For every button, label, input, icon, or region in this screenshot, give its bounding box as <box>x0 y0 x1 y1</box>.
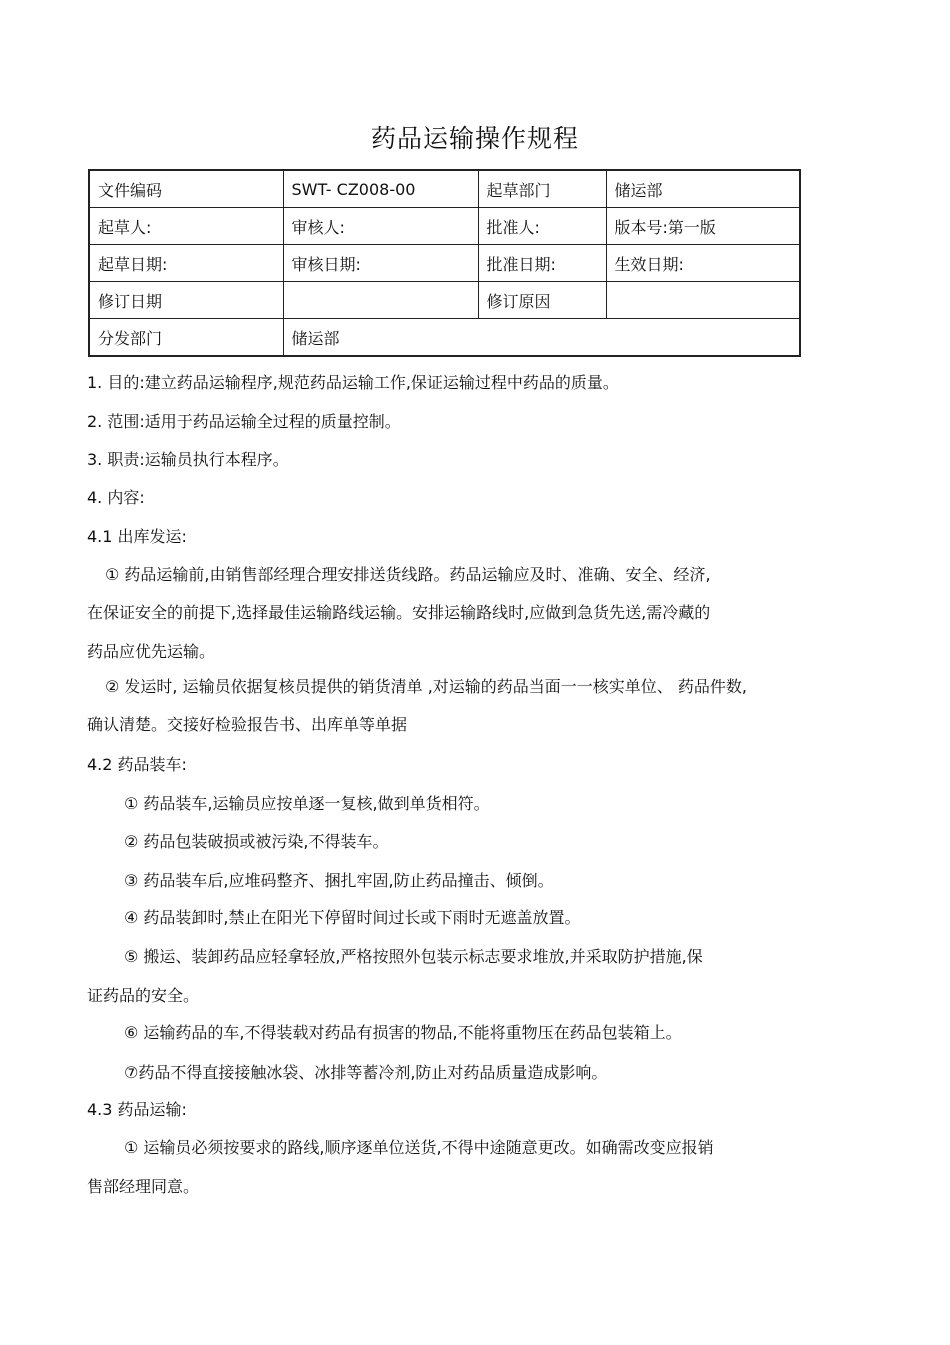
approve-date-label: 批准日期: <box>478 245 606 282</box>
effective-date-label: 生效日期: <box>606 245 800 282</box>
table-row <box>89 170 800 208</box>
paragraph-line: 证药品的安全。 <box>87 986 200 1005</box>
draft-date-label: 起草日期: <box>89 245 283 282</box>
file-code-label: 文件编码 <box>89 170 283 208</box>
file-code-value: SWT- CZ008-00 <box>283 170 478 208</box>
list-item: ① 运输员必须按要求的路线,顺序逐单位送货,不得中途随意更改。如确需改变应报销 <box>124 1138 714 1157</box>
paragraph-line: 药品应优先运输。 <box>87 642 216 661</box>
list-item: ⑤ 搬运、装卸药品应轻拿轻放,严格按照外包装示标志要求堆放,并采取防护措施,保 <box>124 947 703 966</box>
revision-reason-value <box>606 282 800 319</box>
paragraph-line: 在保证安全的前提下,选择最佳运输路线运输。安排运输路线时,应做到急货先送,需冷藏的 <box>87 603 711 622</box>
document-title: 药品运输操作规程 <box>370 124 579 153</box>
revision-date-value <box>283 282 478 319</box>
paragraph-line: 售部经理同意。 <box>87 1177 200 1196</box>
list-item: ⑦药品不得直接接触冰袋、冰排等蓄冷剂,防止对药品质量造成影响。 <box>124 1063 608 1082</box>
document-info-table <box>88 169 801 357</box>
reviewer-label: 审核人: <box>283 208 478 245</box>
paragraph-line: ① 药品运输前,由销售部经理合理安排送货线路。药品运输应及时、准确、安全、经济, <box>105 565 711 584</box>
paragraph-line: ② 发运时, 运输员依据复核员提供的销货清单 ,对运输的药品当面一一核实单位、 药品件数, <box>105 677 747 696</box>
list-item: ② 药品包装破损或被污染,不得装车。 <box>124 832 389 851</box>
subsection-4-3-heading: 4.3 药品运输: <box>87 1100 187 1119</box>
table-row <box>89 245 800 282</box>
list-item: ① 药品装车,运输员应按单逐一复核,做到单货相符。 <box>124 794 490 813</box>
section-responsibility: 3. 职责:运输员执行本程序。 <box>87 450 289 469</box>
approver-label: 批准人: <box>478 208 606 245</box>
list-item: ④ 药品装卸时,禁止在阳光下停留时间过长或下雨时无遮盖放置。 <box>124 908 581 927</box>
section-content-heading: 4. 内容: <box>87 488 145 507</box>
table-row <box>89 282 800 319</box>
table-row <box>89 319 800 357</box>
distribution-dept-value: 储运部 <box>283 319 800 357</box>
section-scope: 2. 范围:适用于药品运输全过程的质量控制。 <box>87 412 401 431</box>
revision-reason-label: 修订原因 <box>478 282 606 319</box>
draft-dept-label: 起草部门 <box>478 170 606 208</box>
draft-dept-value: 储运部 <box>606 170 800 208</box>
revision-date-label: 修订日期 <box>89 282 283 319</box>
version-label: 版本号:第一版 <box>606 208 800 245</box>
table-row <box>89 208 800 245</box>
list-item: ③ 药品装车后,应堆码整齐、捆扎牢固,防止药品撞击、倾倒。 <box>124 871 554 890</box>
review-date-label: 审核日期: <box>283 245 478 282</box>
list-item: ⑥ 运输药品的车,不得装载对药品有损害的物品,不能将重物压在药品包装箱上。 <box>124 1023 682 1042</box>
paragraph-line: 确认清楚。交接好检验报告书、出库单等单据 <box>87 715 408 734</box>
section-purpose: 1. 目的:建立药品运输程序,规范药品运输工作,保证运输过程中药品的质量。 <box>87 373 619 392</box>
subsection-4-1-heading: 4.1 出库发运: <box>87 527 187 546</box>
drafter-label: 起草人: <box>89 208 283 245</box>
subsection-4-2-heading: 4.2 药品装车: <box>87 755 187 774</box>
distribution-dept-label: 分发部门 <box>89 319 283 357</box>
